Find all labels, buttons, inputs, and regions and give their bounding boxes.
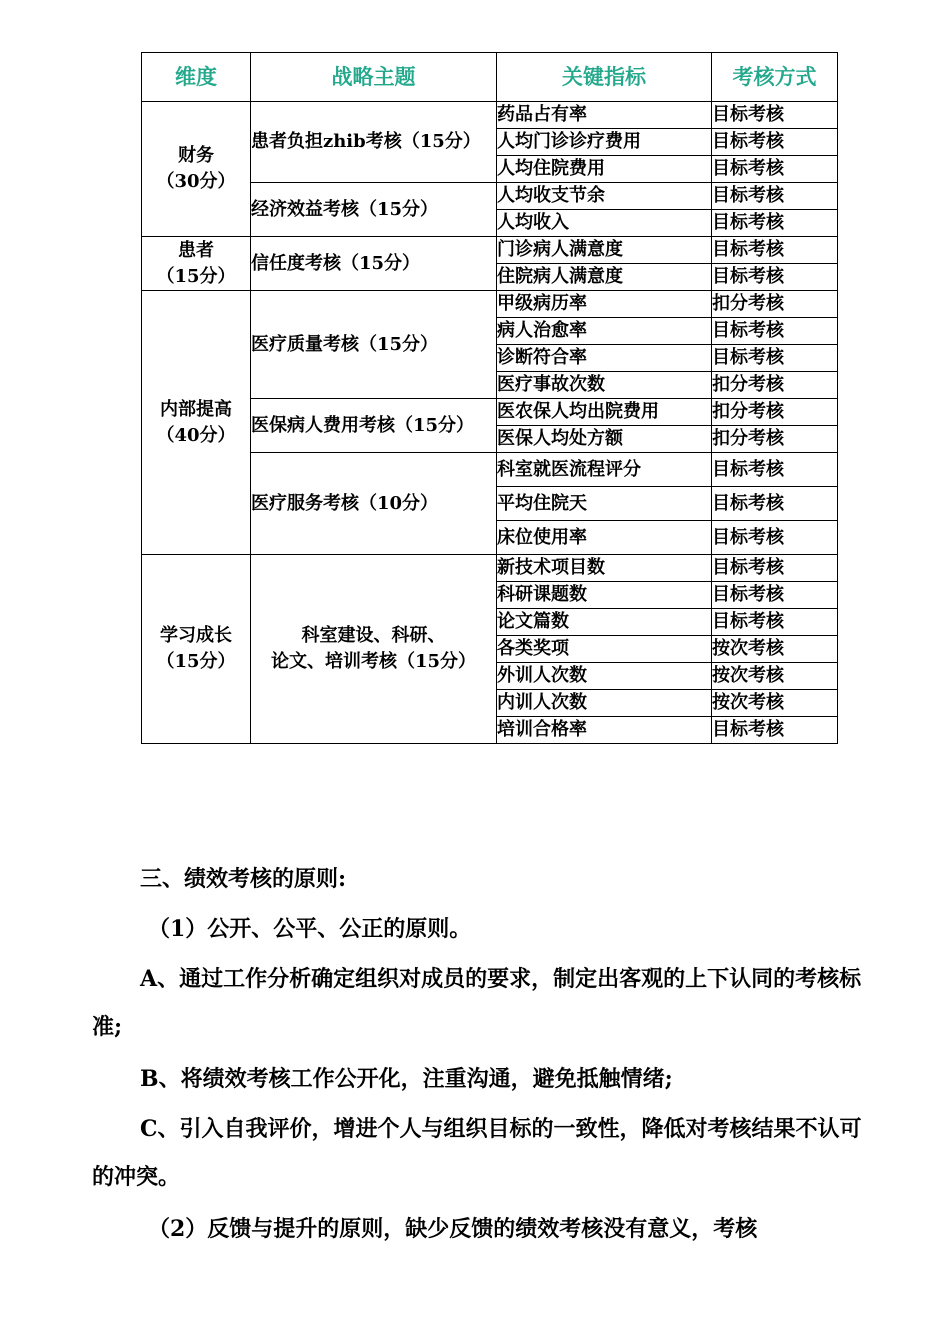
indicator-cell: 诊断符合率 <box>497 345 712 372</box>
method-cell: 目标考核 <box>712 453 838 487</box>
method-cell: 目标考核 <box>712 156 838 183</box>
principle-item-a: A、通过工作分析确定组织对成员的要求，制定出客观的上下认同的考核标准; <box>92 966 862 1040</box>
method-cell: 目标考核 <box>712 237 838 264</box>
method-cell: 目标考核 <box>712 521 838 555</box>
method-cell: 目标考核 <box>712 102 838 129</box>
indicator-cell: 人均住院费用 <box>497 156 712 183</box>
indicator-cell: 人均收入 <box>497 210 712 237</box>
indicator-cell: 内训人次数 <box>497 690 712 717</box>
indicator-cell: 科室就医流程评分 <box>497 453 712 487</box>
theme-cell: 患者负担zhib考核（15分） <box>251 102 497 183</box>
principle-1: （1）公开、公平、公正的原则。 <box>148 916 472 942</box>
method-cell: 按次考核 <box>712 663 838 690</box>
header-indicator: 关键指标 <box>497 53 712 102</box>
theme-cell: 医保病人费用考核（15分） <box>251 399 497 453</box>
indicator-cell: 病人治愈率 <box>497 318 712 345</box>
table-header-row <box>142 53 838 102</box>
theme-cell: 信任度考核（15分） <box>251 237 497 291</box>
indicator-cell: 论文篇数 <box>497 609 712 636</box>
method-cell: 扣分考核 <box>712 372 838 399</box>
method-cell: 目标考核 <box>712 609 838 636</box>
dimension-cell <box>142 237 251 291</box>
dimension-name: 患者 <box>178 239 214 261</box>
dimension-score: （30分） <box>156 171 236 192</box>
performance-table <box>141 52 838 744</box>
method-cell: 目标考核 <box>712 264 838 291</box>
principle-item-b: B、将绩效考核工作公开化，注重沟通，避免抵触情绪; <box>140 1066 673 1092</box>
table-row <box>142 102 838 129</box>
theme-cell <box>251 555 497 744</box>
theme-cell: 经济效益考核（15分） <box>251 183 497 237</box>
header-theme: 战略主题 <box>251 53 497 102</box>
method-cell: 目标考核 <box>712 487 838 521</box>
header-dimension: 维度 <box>142 53 251 102</box>
section-heading: 三、绩效考核的原则: <box>140 866 347 892</box>
indicator-cell: 药品占有率 <box>497 102 712 129</box>
indicator-cell: 甲级病历率 <box>497 291 712 318</box>
indicator-cell: 外训人次数 <box>497 663 712 690</box>
method-cell: 扣分考核 <box>712 291 838 318</box>
indicator-cell: 新技术项目数 <box>497 555 712 582</box>
method-cell: 目标考核 <box>712 582 838 609</box>
method-cell: 目标考核 <box>712 345 838 372</box>
dimension-score: （40分） <box>156 424 236 446</box>
header-method: 考核方式 <box>712 53 838 102</box>
dimension-cell <box>142 291 251 555</box>
method-cell: 目标考核 <box>712 318 838 345</box>
indicator-cell: 床位使用率 <box>497 521 712 555</box>
dimension-score: （15分） <box>156 651 236 672</box>
theme-line: 科室建设、科研、 <box>301 625 446 646</box>
indicator-cell: 住院病人满意度 <box>497 264 712 291</box>
indicator-cell: 门诊病人满意度 <box>497 237 712 264</box>
indicator-cell: 各类奖项 <box>497 636 712 663</box>
principle-2: （2）反馈与提升的原则，缺少反馈的绩效考核没有意义，考核 <box>148 1216 758 1242</box>
theme-line: 论文、培训考核（15分） <box>270 651 477 672</box>
dimension-name: 财务 <box>178 145 214 166</box>
indicator-cell: 科研课题数 <box>497 582 712 609</box>
method-cell: 扣分考核 <box>712 399 838 426</box>
dimension-cell <box>142 555 251 744</box>
indicator-cell: 人均收支节余 <box>497 183 712 210</box>
indicator-cell: 医疗事故次数 <box>497 372 712 399</box>
dimension-score: （15分） <box>156 265 236 287</box>
indicator-cell: 医保人均处方额 <box>497 426 712 453</box>
indicator-cell: 人均门诊诊疗费用 <box>497 129 712 156</box>
indicator-cell: 医农保人均出院费用 <box>497 399 712 426</box>
theme-cell: 医疗服务考核（10分） <box>251 453 497 555</box>
dimension-name: 内部提高 <box>160 398 232 420</box>
method-cell: 目标考核 <box>712 210 838 237</box>
table-row <box>142 291 838 318</box>
method-cell: 按次考核 <box>712 636 838 663</box>
indicator-cell: 培训合格率 <box>497 717 712 744</box>
table-row <box>142 555 838 582</box>
table-row <box>142 237 838 264</box>
method-cell: 扣分考核 <box>712 426 838 453</box>
method-cell: 目标考核 <box>712 717 838 744</box>
principle-item-c: C、引入自我评价，增进个人与组织目标的一致性，降低对考核结果不认可的冲突。 <box>92 1116 862 1190</box>
method-cell: 按次考核 <box>712 690 838 717</box>
indicator-cell: 平均住院天 <box>497 487 712 521</box>
method-cell: 目标考核 <box>712 555 838 582</box>
theme-cell: 医疗质量考核（15分） <box>251 291 497 399</box>
method-cell: 目标考核 <box>712 129 838 156</box>
dimension-cell <box>142 102 251 237</box>
dimension-name: 学习成长 <box>160 625 232 646</box>
method-cell: 目标考核 <box>712 183 838 210</box>
